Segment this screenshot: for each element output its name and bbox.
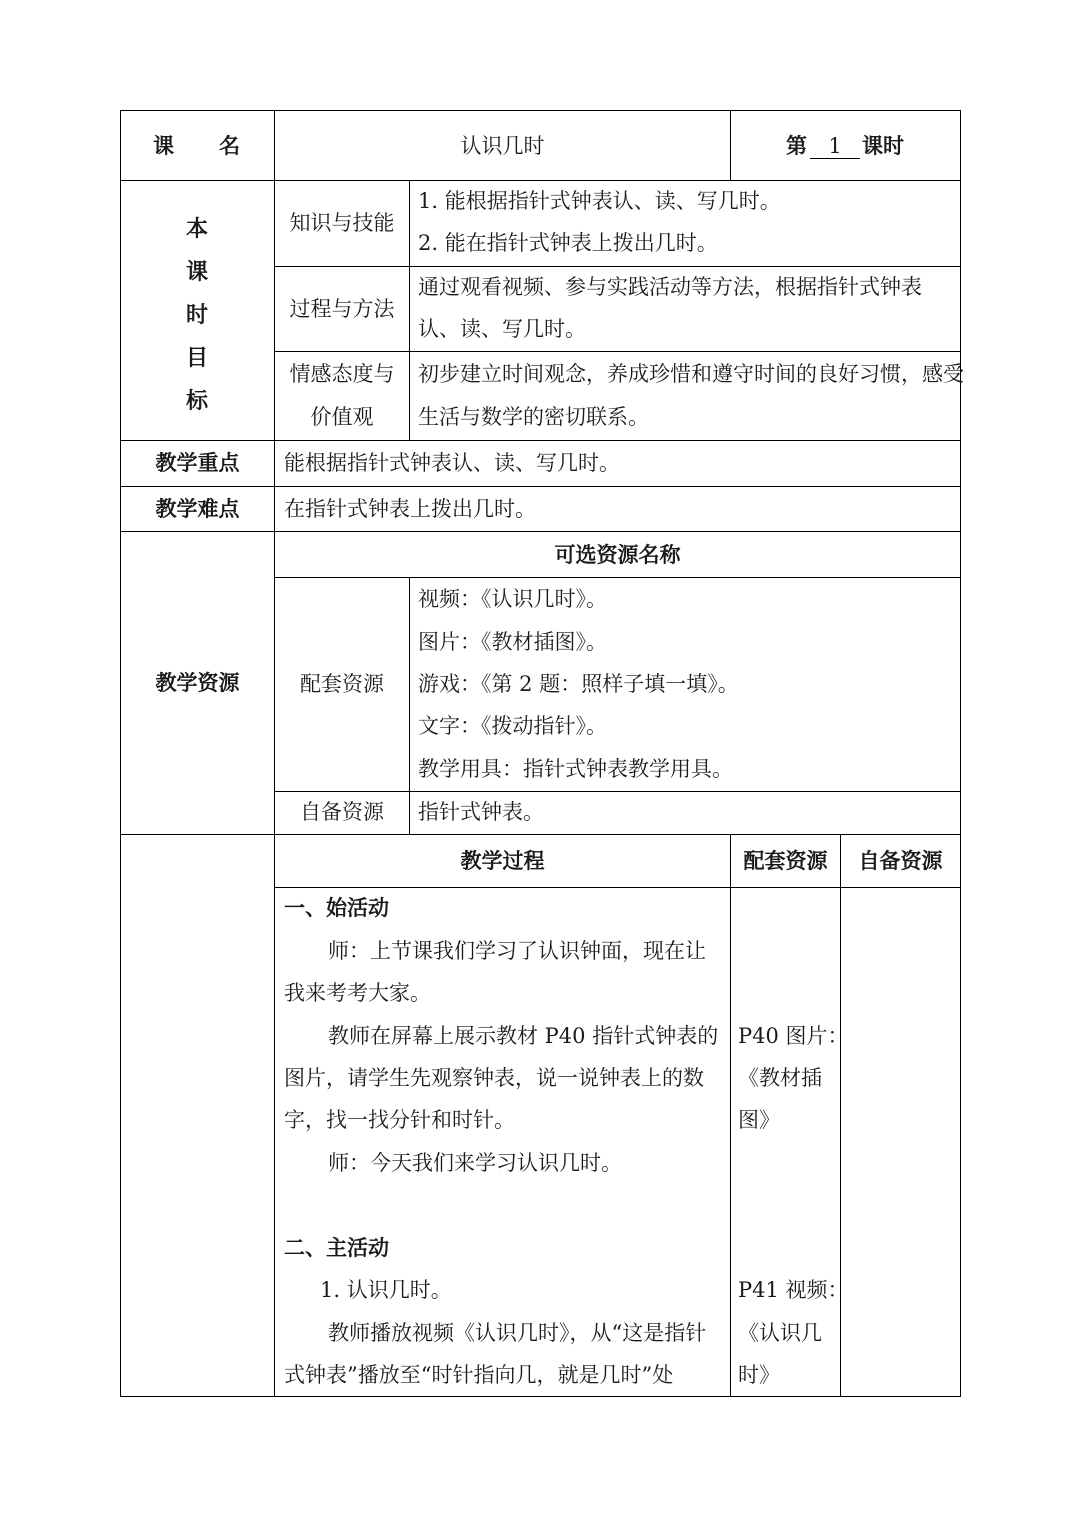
- objective-line: 初步建立时间观念，养成珍惜和遵守时间的良好习惯，感受: [418, 362, 964, 386]
- objective-line: 生活与数学的密切联系。: [418, 405, 649, 429]
- process-side-cell: [120, 834, 275, 1397]
- resource-note-line: 时》: [738, 1363, 780, 1387]
- objectives-side-char-4: 目: [185, 345, 208, 371]
- supporting-item: 图片：《教材插图》。: [418, 630, 607, 654]
- process-own-header: 自备资源: [858, 848, 943, 873]
- key-point-text: 能根据指针式钟表认、读、写几时。: [284, 451, 620, 475]
- objective-category: 情感态度与: [289, 362, 395, 386]
- objective-line: 2. 能在指针式钟表上拨出几时。: [418, 231, 718, 255]
- objectives-side-char-1: 本: [185, 216, 208, 242]
- process-header: 教学过程: [460, 848, 545, 873]
- supporting-item: 教学用具：指针式钟表教学用具。: [418, 757, 733, 781]
- section-heading: 二、主活动: [284, 1235, 389, 1260]
- supporting-label: 配套资源: [300, 672, 384, 696]
- section-heading: 一、始活动: [284, 895, 389, 920]
- key-point-label: 教学重点: [155, 450, 240, 475]
- resource-note-line: 《认识几: [738, 1321, 822, 1345]
- process-line: 式钟表”播放至“时针指向几，就是几时”处: [284, 1363, 674, 1387]
- period-number: 1: [810, 134, 860, 159]
- course-name-label-1: 课: [153, 133, 174, 158]
- resource-note-line: P40 图片：: [738, 1024, 849, 1048]
- objectives-side-char-5: 标: [185, 388, 208, 414]
- resource-note-line: P41 视频：: [738, 1278, 849, 1302]
- process-line: 1. 认识几时。: [320, 1278, 452, 1302]
- objective-category: 过程与方法: [289, 297, 395, 321]
- objectives-side-char-2: 课: [185, 259, 208, 285]
- process-line: 图片，请学生先观察钟表，说一说钟表上的数: [284, 1066, 704, 1090]
- process-supporting-header: 配套资源: [743, 848, 828, 873]
- own-label: 自备资源: [300, 800, 384, 824]
- objective-line: 认、读、写几时。: [418, 317, 586, 341]
- process-line: 师：今天我们来学习认识几时。: [328, 1151, 622, 1175]
- own-item: 指针式钟表。: [418, 800, 544, 824]
- process-line: 字，找一找分针和时针。: [284, 1108, 515, 1132]
- process-line: 我来考考大家。: [284, 981, 431, 1005]
- process-line: 教师播放视频《认识几时》，从“这是指针: [328, 1321, 707, 1345]
- resources-header: 可选资源名称: [554, 542, 681, 567]
- period-prefix: 第: [786, 133, 807, 158]
- resource-note-line: 图》: [738, 1108, 780, 1132]
- process-own-cell: [840, 887, 961, 1397]
- difficulty-text: 在指针式钟表上拨出几时。: [284, 497, 536, 521]
- objective-category: 价值观: [310, 405, 374, 429]
- objective-line: 通过观看视频、参与实践活动等方法，根据指针式钟表: [418, 275, 922, 299]
- course-name-label-2: 名: [219, 133, 240, 158]
- process-line: 师：上节课我们学习了认识钟面，现在让: [328, 939, 706, 963]
- course-name: 认识几时: [460, 134, 545, 158]
- resource-note-line: 《教材插: [738, 1066, 822, 1090]
- supporting-item: 游戏：《第 2 题：照样子填一填》。: [418, 672, 739, 696]
- objective-category: 知识与技能: [289, 211, 395, 235]
- period-suffix: 课时: [862, 133, 904, 158]
- process-line: 教师在屏幕上展示教材 P40 指针式钟表的: [328, 1024, 719, 1048]
- course-name-label-cell: [120, 110, 275, 181]
- difficulty-label: 教学难点: [155, 496, 240, 521]
- supporting-item: 视频：《认识几时》。: [418, 587, 607, 611]
- objective-line: 1. 能根据指针式钟表认、读、写几时。: [418, 189, 781, 213]
- objectives-side-char-3: 时: [185, 302, 208, 328]
- resources-label: 教学资源: [155, 670, 240, 695]
- supporting-item: 文字：《拨动指针》。: [418, 714, 607, 738]
